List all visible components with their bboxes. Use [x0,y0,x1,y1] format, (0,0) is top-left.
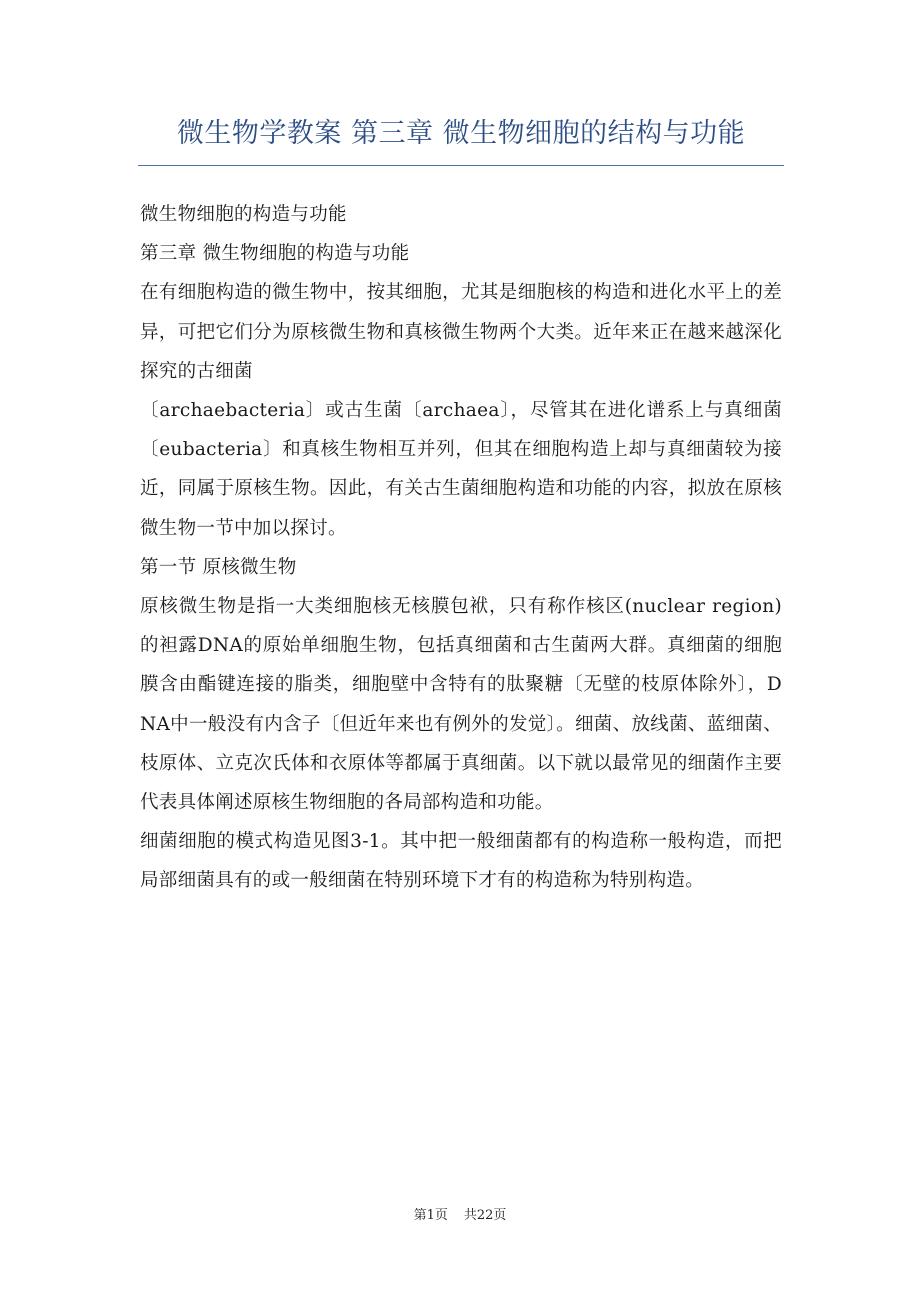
paragraph-archaea: 〔archaebacteria〕或古生菌〔archaea〕，尽管其在进化谱系上与真细菌〔eubacteria〕和真核生物相互并列，但其在细胞构造上却与真细菌较为接近，同属于原核生物。因此，有关古生菌细胞构造和功能的内容，拟放在原核微生物一节中加以探讨。 [140,400,782,539]
page-number: 第1页 [413,1208,448,1223]
page-total: 共22页 [463,1208,507,1223]
document-body [140,195,782,901]
document-title: 微生物学教案 第三章 微生物细胞的结构与功能 [176,118,746,149]
paragraph-subtitle: 微生物细胞的构造与功能 [140,204,347,225]
paragraph-prokaryote-definition: 原核微生物是指一大类细胞核无核膜包袱，只有称作核区(nuclear region)的袒露DNA的原始单细胞生物，包括真细菌和古生菌两大群。真细菌的细胞膜含由酯键连接的脂类，细胞壁中含特有的肽聚糖〔无壁的枝原体除外〕，DNA中一般没有内含子〔但近年来也有例外的发觉〕。细菌、放线菌、蓝细菌、枝原体、立克次氏体和衣原体等都属于真细菌。以下就以最常见的细菌作主要代表具体阐述原核生物细胞的各局部构造和功能。 [140,596,782,814]
paragraph-intro: 在有细胞构造的微生物中，按其细胞，尤其是细胞核的构造和进化水平上的差异，可把它们分为原核微生物和真核微生物两个大类。近年来正在越来越深化探究的古细菌 [140,282,782,382]
paragraph-chapter-heading: 第三章 微生物细胞的构造与功能 [140,243,410,265]
page-footer [0,1207,920,1225]
title-divider [138,165,784,166]
paragraph-cell-structure: 细菌细胞的模式构造见图3-1。其中把一般细菌都有的构造称一般构造，而把局部细菌具有的或一般细菌在特别环境下才有的构造称为特别构造。 [140,831,782,892]
paragraph-section-heading: 第一节 原核微生物 [140,556,297,578]
